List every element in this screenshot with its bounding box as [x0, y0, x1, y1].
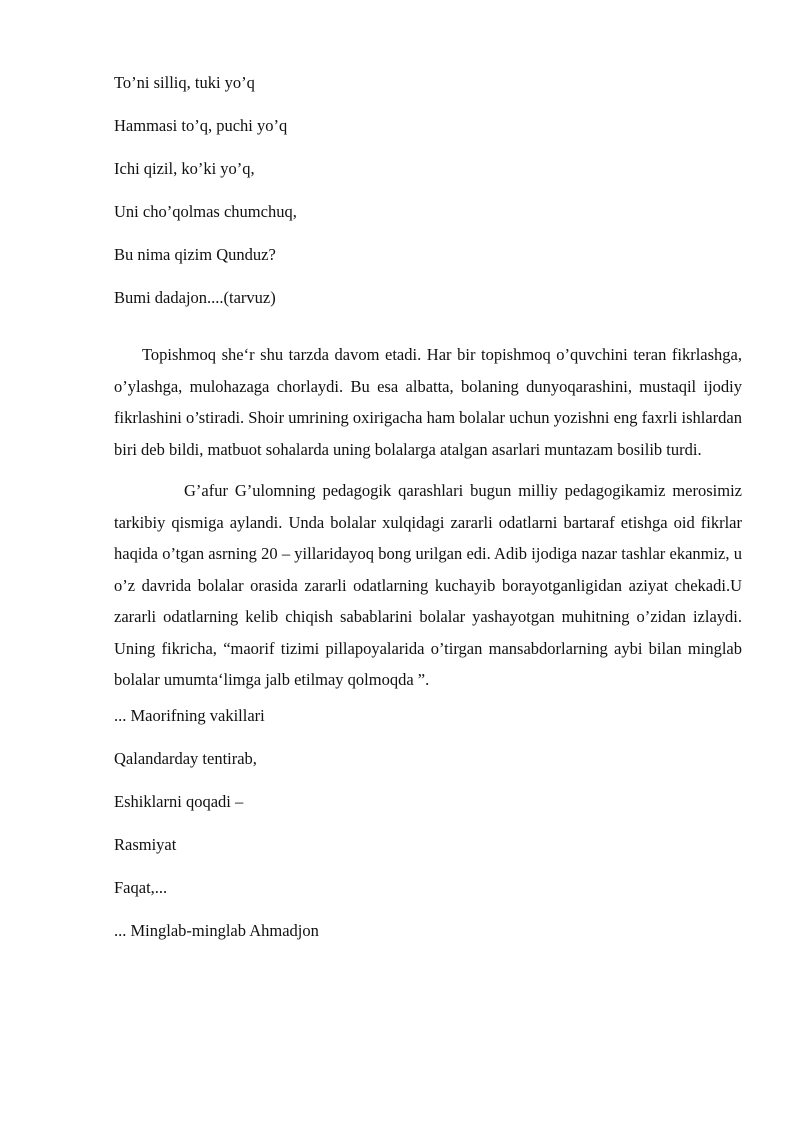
verse-line: Hammasi to’q, puchi yo’q — [114, 116, 288, 135]
verse-line: Rasmiyat — [114, 834, 177, 854]
verse-line: Ichi qizil, ko’ki yo’q, — [114, 159, 255, 178]
body-paragraph: Topishmoq she‘r shu tarzda davom etadi. Har bir topishmoq o’quvchini teran fikrlashga, o’ylashga, mulohazaga chorlaydi. Bu esa albatta, bolaning dunyoqarashini, mustaqil ijodiy fikrlashini o’stiradi. Shoir umrining oxirigacha ham bolalar uchun yozishni eng faxrli ishlardan biri deb bildi, matbuot sohalarda uning bolalarga atalgan asarlari muntazam bosilib turdi. — [114, 345, 742, 459]
body-paragraph: G’afur G’ulomning pedagogik qarashlari bugun milliy pedagogikamiz merosimiz tarkibiy qismiga aylandi. Unda bolalar xulqidagi zararli odatlarni bartaraf etishga oid fikrlar haqida o’tgan asrning 20 – yillaridayoq bong urilgan edi. Adib ijodiga nazar tashlar ekanmiz, u o’z davrida bolalar orasida zararli odatlarning kuchayib borayotganligidan aziyat chekadi.U zararli odatlarning kelib chiqish sabablarini bolalar yashayotgan muhitning o’zidan izlaydi. Uning fikricha, “maorif tizimi pillapoyalarida o’tirgan mansabdorlarning aybi bilan minglab bolalar umumta‘limga jalb etilmay qolmoqda ”. — [114, 481, 742, 689]
verse-line: ... Maorifning vakillari — [114, 705, 265, 725]
verse-line: Bu nima qizim Qunduz? — [114, 245, 276, 264]
verse-line: Eshiklarni qoqadi – — [114, 791, 244, 811]
verse-line: Qalandarday tentirab, — [114, 748, 257, 768]
verse-block-1 — [114, 73, 742, 331]
verse-block-2 — [114, 706, 742, 964]
verse-line: Uni cho’qolmas chumchuq, — [114, 202, 297, 221]
verse-line: Bumi dadajon....(tarvuz) — [114, 288, 276, 307]
verse-line: ... Minglab-minglab Ahmadjon — [114, 920, 319, 940]
verse-line: Faqat,... — [114, 877, 168, 897]
verse-line: To’ni silliq, tuki yo’q — [114, 73, 255, 92]
document-page — [114, 73, 742, 964]
